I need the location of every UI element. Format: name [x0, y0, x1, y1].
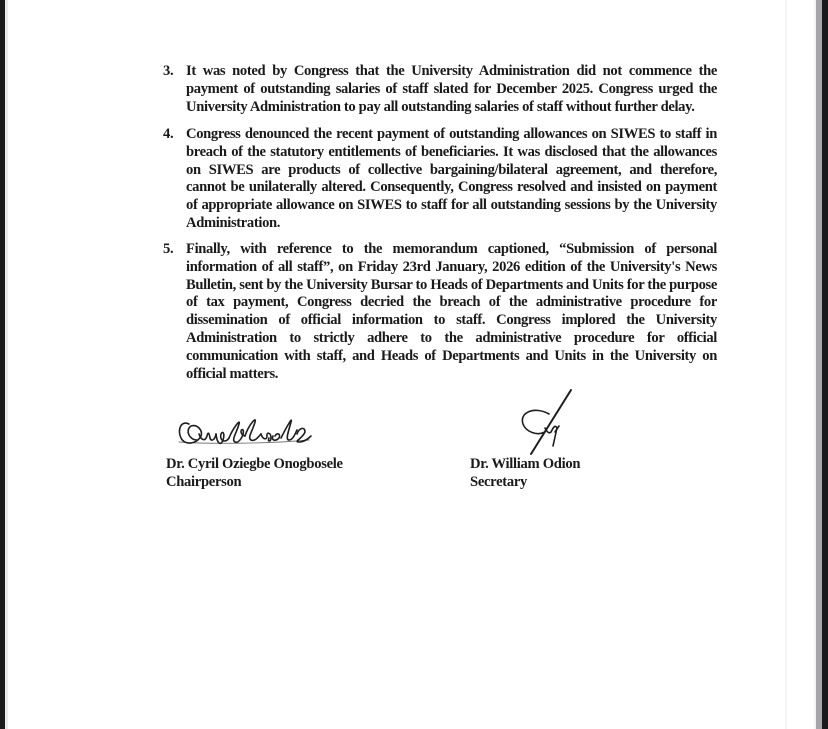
secretary-signature-icon	[515, 388, 577, 456]
resolution-item-3	[163, 63, 717, 116]
signatory-name: Dr. Cyril Oziegbe Onogbosele	[166, 456, 343, 472]
item-text: Finally, with reference to the memorandum captioned, “Submission of personal information of all staff”, on Friday 23rd January, 2026 edition of the University's News Bulletin, sent by the University Bursar to Heads of Departments and Units for the purpose of tax payment, Congress decried the breach of the administrative procedure for dissemination of official information to staff. Congress implored the University Administration to strictly adhere to the administrative procedure for official communication with staff, and Heads of Departments and Units in the University on official matters.	[186, 241, 717, 382]
signatory-secretary	[470, 455, 580, 491]
item-number: 3.	[163, 63, 174, 79]
item-text: It was noted by Congress that the University Administration did not commence the payment of outstanding salaries of staff slated for December 2025. Congress urged the University Administration to pay all outstanding salaries of staff without further delay.	[186, 63, 717, 115]
chairperson-signature-icon	[175, 410, 315, 452]
signatory-name: Dr. William Odion	[470, 456, 581, 472]
resolution-item-5	[163, 241, 717, 383]
item-text: Congress denounced the recent payment of outstanding allowances on SIWES to staff in breach of the statutory entitlements of beneficiaries. It was disclosed that the allowances on SIWES are products of collective bargaining/bilateral agreement, and therefore, cannot be unilaterally altered. Consequently, Congress resolved and insisted on payment of appropriate allowance on SIWES to staff for all outstanding sessions by the University Administration.	[186, 126, 717, 231]
signatory-title: Chairperson	[166, 474, 242, 490]
signatory-title: Secretary	[470, 474, 527, 490]
item-number: 4.	[163, 126, 174, 142]
signatory-chairperson	[166, 455, 343, 491]
item-number: 5.	[163, 241, 174, 257]
resolution-item-4	[163, 126, 717, 233]
